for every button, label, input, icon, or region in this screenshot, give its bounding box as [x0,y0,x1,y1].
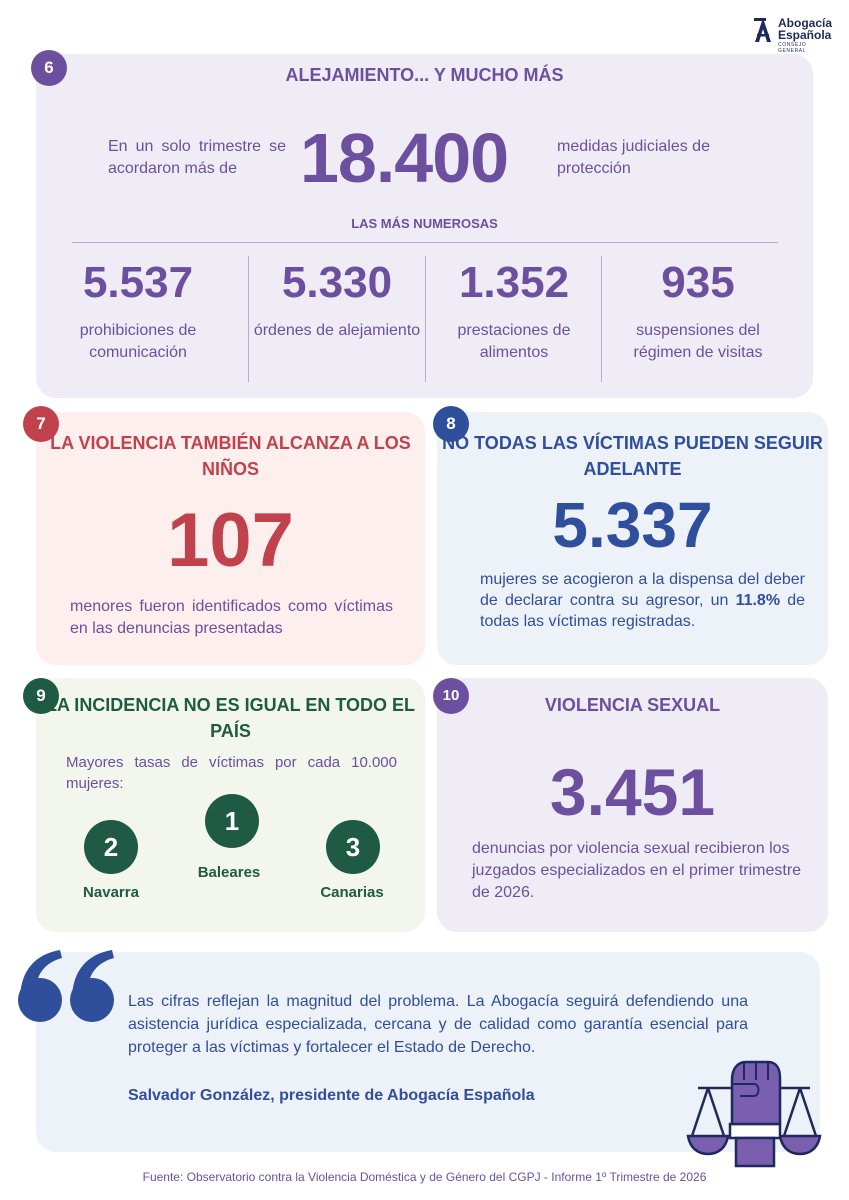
section-6-badge: 6 [31,50,67,86]
quote-text: Las cifras reflejan la magnitud del problema. La Abogacía seguirá defendiendo una asistencia jurídica especializada, cercana y de calidad como garantía esencial para proteger a las víctimas y fortalecer el Estado de Derecho. [128,993,748,1056]
percentage-highlight: 11.8% [735,592,781,609]
quote-author: Salvador González, presidente de Abogacía Española [128,1087,535,1104]
logo-name-line2: Española [778,28,832,42]
rank-2-region: Navarra [83,884,139,901]
quote-marks-icon [14,946,118,1030]
section-8-title: NO TODAS LAS VÍCTIMAS PUEDEN SEGUIR ADELANTE [442,433,823,479]
stat-value: 5.537 [82,258,194,307]
section-6-big-number: 18.400 [300,119,509,197]
rank-3-region: Canarias [320,884,384,901]
stat-label: prohibiciones de comunicación [79,322,197,361]
stat-label: prestaciones de alimentos [457,322,571,361]
rank-1-region: Baleares [197,864,261,881]
section-10-big-number: 3.451 [549,755,716,829]
abogacia-logo-icon [752,16,774,46]
logo-subtitle: CONSEJO GENERAL [778,42,807,54]
stat-label: suspensiones del régimen de visitas [633,322,763,361]
stat-ordenes [249,256,425,342]
section-10-title: VIOLENCIA SEXUAL [544,695,721,715]
section-10-text: denuncias por violencia sexual recibieron los juzgados especializados en el primer trimestre de 2026. [472,840,802,901]
abogacia-logo [752,14,833,54]
section-9-badge: 9 [23,678,59,714]
rank-2-circle: 2 [84,820,138,874]
rank-3-circle: 3 [326,820,380,874]
stat-prestaciones [426,256,602,364]
rank-1-circle: 1 [205,794,259,848]
stat-suspensiones [610,256,786,364]
stat-label: órdenes de alejamiento [253,322,421,339]
stat-prohibiciones [50,256,226,364]
section-6-subtitle: LAS MÁS NUMEROSAS [351,216,498,231]
section-8-big-number: 5.337 [552,489,713,561]
source-footnote: Fuente: Observatorio contra la Violencia Doméstica y de Género del CGPJ - Informe 1º Trimestre de 2026 [142,1170,707,1184]
section-6-intro-left: En un solo trimestre se acordaron más de [108,138,286,177]
stat-value: 1.352 [458,258,570,307]
section-7-text: menores fueron identificados como víctimas en las denuncias presentadas [70,598,393,637]
section-8-text: mujeres se acogieron a la dispensa del deber de declarar contra su agresor, un 11.8% de todas las víctimas registradas. [480,571,806,630]
section-6-divider [72,242,778,243]
section-9-text: Mayores tasas de víctimas por cada 10.000 mujeres: [66,754,397,792]
section-9-title: LA INCIDENCIA NO ES IGUAL EN TODO EL PAÍS [45,695,416,741]
section-6-intro-right: medidas judiciales de protección [557,138,710,177]
stat-value: 5.330 [281,258,393,307]
section-7-badge: 7 [23,406,59,442]
fist-scales-of-justice-icon [686,1058,822,1168]
section-6-title: ALEJAMIENTO... Y MUCHO MÁS [285,65,564,85]
logo-name-line1: Abogacía [778,16,833,30]
section-8-badge: 8 [433,406,469,442]
section-7-title: LA VIOLENCIA TAMBIÉN ALCANZA A LOS NIÑOS [50,433,411,479]
section-7-big-number: 107 [167,498,294,583]
stat-value: 935 [661,258,735,307]
section-10-badge: 10 [433,678,469,714]
stat-divider [601,256,602,382]
